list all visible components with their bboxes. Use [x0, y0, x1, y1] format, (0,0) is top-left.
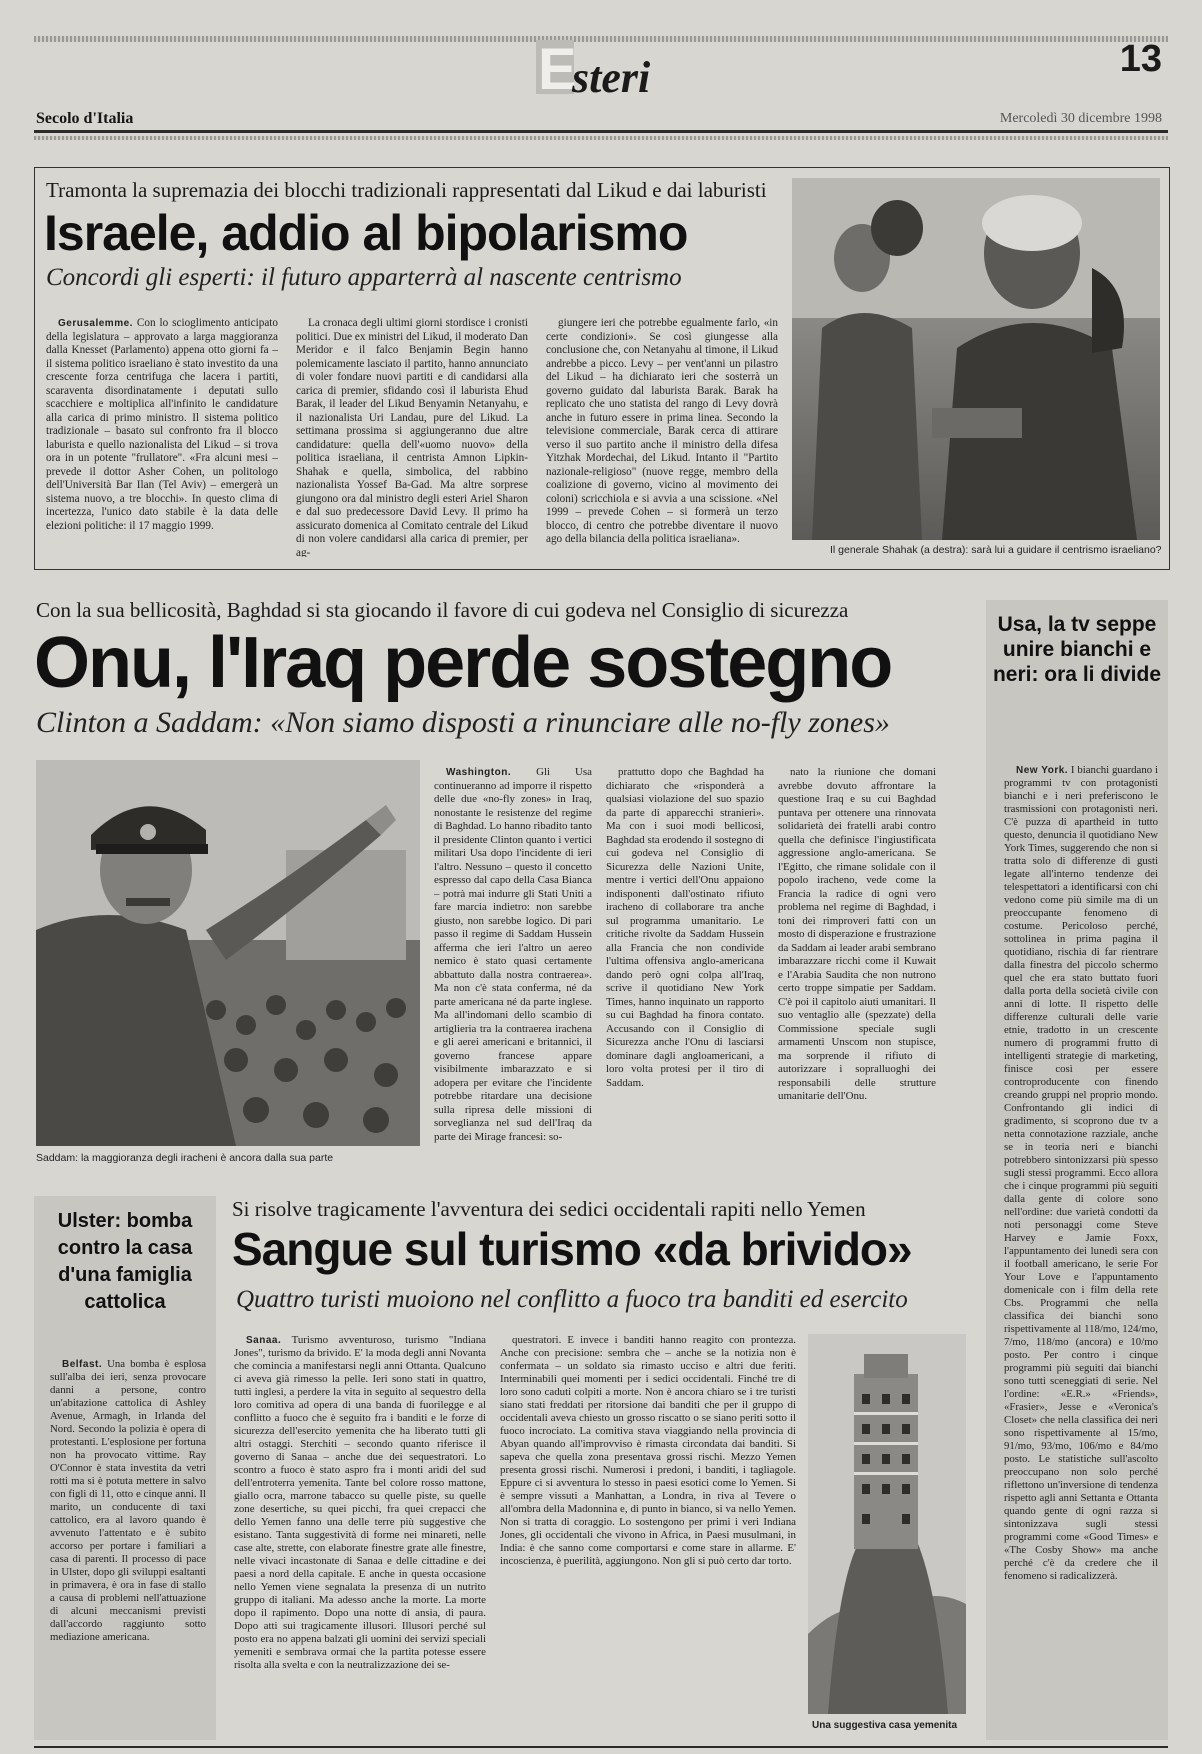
yemen-house-photo [808, 1334, 966, 1714]
masthead-rule-2 [34, 136, 1168, 140]
saddam-caption: Saddam: la maggioranza degli iracheni è ancora dalla sua parte [36, 1152, 334, 1164]
yemen-dateline: Sanaa. [246, 1335, 282, 1346]
iraq-headline: Onu, l'Iraq perde sostegno [34, 623, 892, 703]
israel-column-1: Gerusalemme. Con lo scioglimento anticipato della legislatura – approvato a larga maggioranza dalla Knesset (Parlamento) appena otto giorni fa – il sistema politico israeliano è stato investito da una crescente forza centrifuga che lacera i partiti, scaraventa disordinatamente i deputati sullo scacchiere e moltiplica all'infinito le candidature alla carica di primo ministro. Il sistema politico tradizionale – basato sul confronto fra il blocco laburista e quello nazionalista del Likud – si trova ora in un potente "frullatore". «Fra alcuni mesi – prevede il dottor Asher Cohen, un politologo dell'Università Bar Ilan (Tel Aviv) – emergerà un sistema nuovo, a tre blocchi». In questo clima di incertezza, l'unico dato stabile è la data delle elezioni politiche: il 17 maggio 1999. [46, 317, 278, 532]
usa-tv-title: Usa, la tv seppe unire bianchi e neri: ora li divide [992, 613, 1162, 686]
shahak-caption: Il generale Shahak (a destra): sarà lui a guidare il centrismo israeliano? [830, 544, 1162, 556]
yemen-column-1: Sanaa. Turismo avventuroso, turismo "Indiana Jones", turismo da brivido. E' la moda degli anni Novanta che comincia a manifestarsi negli anni Ottanta. Qualcuno ci aveva già rimesso la pelle. Ieri sono stati in quattro, tutti inglesi, a perdere la vita in seguito al sequestro della loro comitiva ad opera di una banda di fuorilegge e al conflitto a fuoco che è seguito fra i banditi e le forze di sicurezza dell'esercito yemenita che ha liberato tutti gli altri ostaggi. Sterchiti – secondo quanto riferisce il governo di Sanaa – anche due dei sequestratori. Lo scontro a fuoco è stato aspro fra i monti aridi del sud dell'entroterra yemenita. Tante bel colore rosso mattone, giallo ocra, marrone tabacco su quelle piste, su quelle zone desertiche, su quei picchi, fra quei crepacci che dello Yemen fanno una delle terre più suggestive che esistano. Tanta suggestività di forme nei minareti, nelle case alte, strette, con elaborate finestre grate alle finestre, nelle vivaci incastonate di Sanaa e delle cittadine e dei paesi a nord della capitale. E anche in questa occasione nello Yemen viene segnalata la presenza di un nutrito gruppo di italiani. Ma adesso anche la morte. La morte dopo il rapimento. Dopo una notte di ansia, di paura. Dopo atti sui tragicamente illusori. Illusori perché sul posto era no appena balzati gli uomini dei servizi speciali yemeniti e sembrava ormai che la partita potesse essere risolta alla svelta e con la neutralizzazione dei se- [234, 1334, 486, 1671]
yemen-headline: Sangue sul turismo «da brivido» [232, 1223, 912, 1275]
saddam-photo [36, 760, 420, 1146]
ulster-title: Ulster: bomba contro la casa d'una famiglia cattolica [57, 1210, 193, 1313]
usa-tv-dateline: New York. [1016, 765, 1069, 776]
section-initial: E [538, 37, 577, 102]
masthead-rule [34, 130, 1168, 133]
israel-column-3: giungere ieri che potrebbe egualmente farlo, «in certe condizioni». Se così giungesse alla conclusione che, con Netanyahu al timone, il Likud andrebbe a picco. Levy – per vent'anni un pilastro del Likud – ha dichiarato ieri che sosterrà un governo guidato dal laburista Barak. Barak ha replicato che uno statista del rango di Levy dovrà anche in futuro essere in prima linea. Secondo la televisione commerciale, Barak cerca di attirare verso il suo partito anche il ministro della difesa Yitzhak Mordechai, del Likud. Intanto il "Partito nazionale-religioso" (nuove regge, membro della coalizione di governo, vicino al movimento dei coloni) scricchiola e si avvia a una scissione. «Nel 1999 – prevede Cohen – si formerà un terzo blocco, di centro che potrebbe diventare il nuovo ago della bilancia della politica israeliana». [546, 317, 778, 545]
bottom-rule [34, 1746, 1168, 1748]
ulster-text: Belfast. Una bomba è esplosa sull'alba dei ieri, senza provocare danni a persone, contro un'abitazione cattolica di Ashley Avenue, Armagh, in Irlanda del Nord. Secondo la polizia è opera di protestanti. L'esplosione per fortuna non ha provocato vittime. Ray O'Connor è stata investita da vetri rotti ma si è potuta mettere in salvo con figli di 11, otto e cinque anni. Il marito, un conducente di taxi cattolico, era al lavoro quando è avvenuto l'attentato e è subito accorso per portare i familiari a casa di parenti. Il processo di pace in Ulster, dopo gli sviluppi esaltanti in primavera, è ora in fase di stallo a causa di problemi nell'attuazione di alcuni meccanismi previsti dall'accordo raggiunto sotto mediazione americana. [50, 1358, 206, 1643]
israel-dateline: Gerusalemme. [58, 318, 133, 329]
top-rule [34, 36, 1168, 42]
israel-subhead: Concordi gli esperti: il futuro apparterrà al nascente centrismo [46, 264, 682, 291]
iraq-kicker: Con la sua bellicosità, Baghdad si sta giocando il favore di cui godeva nel Consiglio di sicurezza [36, 598, 849, 622]
iraq-column-1: Washington. Gli Usa continueranno ad imporre il rispetto delle due «no-fly zones» in Iraq, nonostante le resistenze del regime di Baghdad. Lo hanno ribadito tanto il presidente Clinton quanto i vertici militari Usa dopo l'incidente di ieri l'altro. Nessuno – questo il concetto espresso dal capo della Casa Bianca – potrà mai indurre gli Stati Uniti a fare marcia indietro: non sarebbe giusto, non sarebbe logico. Di pari passo il regime di Saddam Hussein afferma che ieri l'altro un aereo nemico è stato quasi certamente abbattuto dalla nostra contraerea». Ma non c'è stata conferma, né da parte americana né da parte inglese. Ma all'indomani dello scambio di artiglieria tra la contraerea irachena e gli aerei americani e britannici, il governo francese appare visibilmente imbarazzato e si adopera per evitare che l'incidente potrebbe ritardare una decisione sulla ripresa delle missioni di sorveglianza nel sud dell'Iraq da parte dei Mirage francesi: so- [434, 766, 592, 1143]
issue-date: Mercoledì 30 dicembre 1998 [999, 111, 1162, 126]
yemen-caption: Una suggestiva casa yemenita [812, 1720, 958, 1731]
yemen-column-2: questratori. E invece i banditi hanno reagito con prontezza. Anche con precisione: sembra che – anche se la notizia non è confermata – un soldato sia rimasto ucciso e altri due feriti. Interminabili quei momenti per i sedici occidentali. Finché tre di loro sono caduti colpiti a morte. Non è ancora chiaro se i tre turisti siano stati freddati per ritorsione dai banditi che per il gruppo di occidentali aveva chiesto un grosso riscatto o se siano periti sotto il fuoco incrociato. La comitiva stava viaggiando nella provincia di Abyan quando all'improvviso è rimasta circondata dai banditi. Si sapeva che quella zona presentava grossi rischi. Mezzo Yemen presenta grossi rischi. Numerosi i predoni, i banditi, i tagliagole. Eppure ci si avventura lo stesso in paesi esotici come lo Yemen. Si è sempre vissuti a Manhattan, a Londra, in riva al Tevere o all'ombra della Madonnina e, di punto in bianco, si va nello Yemen. Non si tratta di coraggio. Lo sostengono per primi i veri Indiana Jones, gli occidentali che vivono in Africa, in Paesi musulmani, in India: è che sanno come comportarsi e come stare in allarme. E' incoscienza, è puerilità, aggiungono. Non gli si può certo dar torto. [500, 1334, 796, 1567]
page-number: 13 [1119, 38, 1162, 80]
yemen-kicker: Si risolve tragicamente l'avventura dei sedici occidentali rapiti nello Yemen [232, 1197, 866, 1221]
iraq-subhead: Clinton a Saddam: «Non siamo disposti a rinunciare alle no-fly zones» [36, 706, 890, 739]
shahak-photo [792, 178, 1160, 540]
israel-column-2: La cronaca degli ultimi giorni stordisce i cronisti politici. Due ex ministri del Likud, il moderato Dan Meridor e il falco Benjamin Begin hanno polemicamente lasciato il partito, hanno annunciato di voler fondare nuovi partiti e di candidarsi alla carica di premier, sfidando così il laburista Ehud Barak, il leader del Likud Benyamin Netanyahu, e il nazionalista Uri Landau, pure del Likud. La settimana prossima si aggiungeranno due altre candidature: quella dell'«uomo nuovo» della politica israeliana, il centrista Amnon Lipkin-Shahak e quella, simbolica, del rabbino nazionalista Yossef Ba-Gad. Ma altre sorprese giungono ora dal ministro degli esteri Ariel Sharon e dal suo predecessore David Levy. Il primo ha assicurato domenica al Comitato centrale del Likud di non volere candidarsi alla carica di premier, per ag- [296, 317, 528, 557]
israel-headline: Israele, addio al bipolarismo [44, 205, 688, 261]
newspaper-name: Secolo d'Italia [36, 110, 134, 127]
israel-kicker: Tramonta la supremazia dei blocchi tradizionali rappresentati dal Likud e dai laburisti [46, 178, 767, 202]
iraq-dateline: Washington. [446, 767, 512, 778]
section-initial-box [536, 37, 577, 102]
yemen-subhead: Quattro turisti muoiono nel conflitto a fuoco tra banditi ed esercito [236, 1286, 908, 1313]
iraq-column-2: prattutto dopo che Baghdad ha dichiarato che «risponderà a qualsiasi violazione del suo spazio da parte di apparecchi stranieri». Ma con i suoi modi bellicosi, Baghdad sta erodendo il sostegno di cui godeva nel Consiglio di Sicurezza delle Nazioni Unite, mentre i vertici dell'Onu appaiono indisponenti dall'ostinato rifiuto iracheno di collaborare tra anche sul programma umanitario. Le critiche rivolte da Saddam Hussein alla Francia che non condivide l'ultima offensiva anglo-americana dando però ogni colpa all'Iraq, scrive il quotidiano New York Times, hanno inquinato un rapporto su cui Baghdad ha finora contato. Accusando con il Consiglio di Sicurezza anche l'Onu di lasciarsi dominare dagli angloamericani, a loro volta protesi per il tiro di Saddam. [606, 766, 764, 1089]
section-title: steri [572, 53, 651, 102]
ulster-dateline: Belfast. [62, 1359, 103, 1370]
usa-tv-text: New York. I bianchi guardano i programmi tv con protagonisti bianchi e i neri preferiscono le trasmissioni con protagonisti neri. C'è puzza di apartheid in tutto questo, denuncia il quotidiano New York Times, suggerendo che non si tratta solo di differenze di gusti legate all'interno tendenze dei telespettatori a identificarsi con chi vedono come più simile ma di un preoccupante fenomeno di costume. Pericoloso perché, sottolinea in prima pagina il quotidiano, rischia di far rientrare dalla finestra del piccolo schermo quel che era stato buttato fuori dalla porta della società civile con anni di lotte. Il rispetto delle differenze culturali delle varie etnie, tradotto in un crescente numero di programmi frutto di intelligenti strategie di marketing, finisce così per essere controproducente con finendo creando gruppi nel proprio mondo. Confrontando gli indici di gradimento, si scoprono due tv a netta connotazione razziale, anche se in teoria neri e bianchi potrebbero sintonizzarsi più spesso sugli stessi programmi. Ecco allora che i cinque programmi più seguiti dalla gente di colore sono nell'ordine: due varietà condotti da noti personaggi come Steve Harvey e Jamie Foxx, l'appuntamento dei lunedì sera con il football americano, le serie For Your Love e l'appuntamento domenicale con i film della rete Cbs. Programmi che nella classifica dei bianchi sono rispettivamente al 118/mo, 124/mo, 7/mo, 118/mo (ancora) e 10/mo posto. Per contro i cinque programmi più seguiti dai bianchi sono tutti sceneggiati di serie. Nel l'ordine: «E.R.» «Friends», «Frasier», Jesse e «Veronica's Closet» che nella classifica dei neri sono rispettivamente al 15/mo, 91/mo, 93/mo, 106/mo e 84/mo posto. Le statistiche sull'ascolto preoccupano non solo perché riflettono un'inversione di tendenza rispetto agli anni Settanta e Ottanta quando gente di ogni razza si sintonizzava sugli stessi programmi come «Good Times» e «The Cosby Show» ma anche perché c'è da credere che il fenomeno si radicalizzerà. [1004, 764, 1158, 1582]
iraq-column-3: nato la riunione che domani avrebbe dovuto affrontare la questione Iraq e su cui Baghdad puntava per ottenere una rinnovata solidarietà dei fratelli arabi contro quella che definisce l'ingiustificata aggressione anglo-americana. Se l'Egitto, che rimane solidale con il popolo iracheno, vede come la Francia la radice di ogni vero problema nel regime di Baghdad, i toni dei rimproveri fatti con un mosto di disperazione e frustrazione da Saddam ai leader arabi sembrano imbarazzare ricchi come il Kuwait e l'Arabia Saudita che non nutrono certo troppe simpatie per Saddam. C'è poi il capitolo aiuti umanitari. Il suo ventaglio alle (spezzate) della Commissione speciale sugli armamenti Unscom non stupisce, ma sorprende il rifiuto di autorizzare i sopralluoghi dei responsabili delle strutture umanitarie dell'Onu. [778, 766, 936, 1102]
